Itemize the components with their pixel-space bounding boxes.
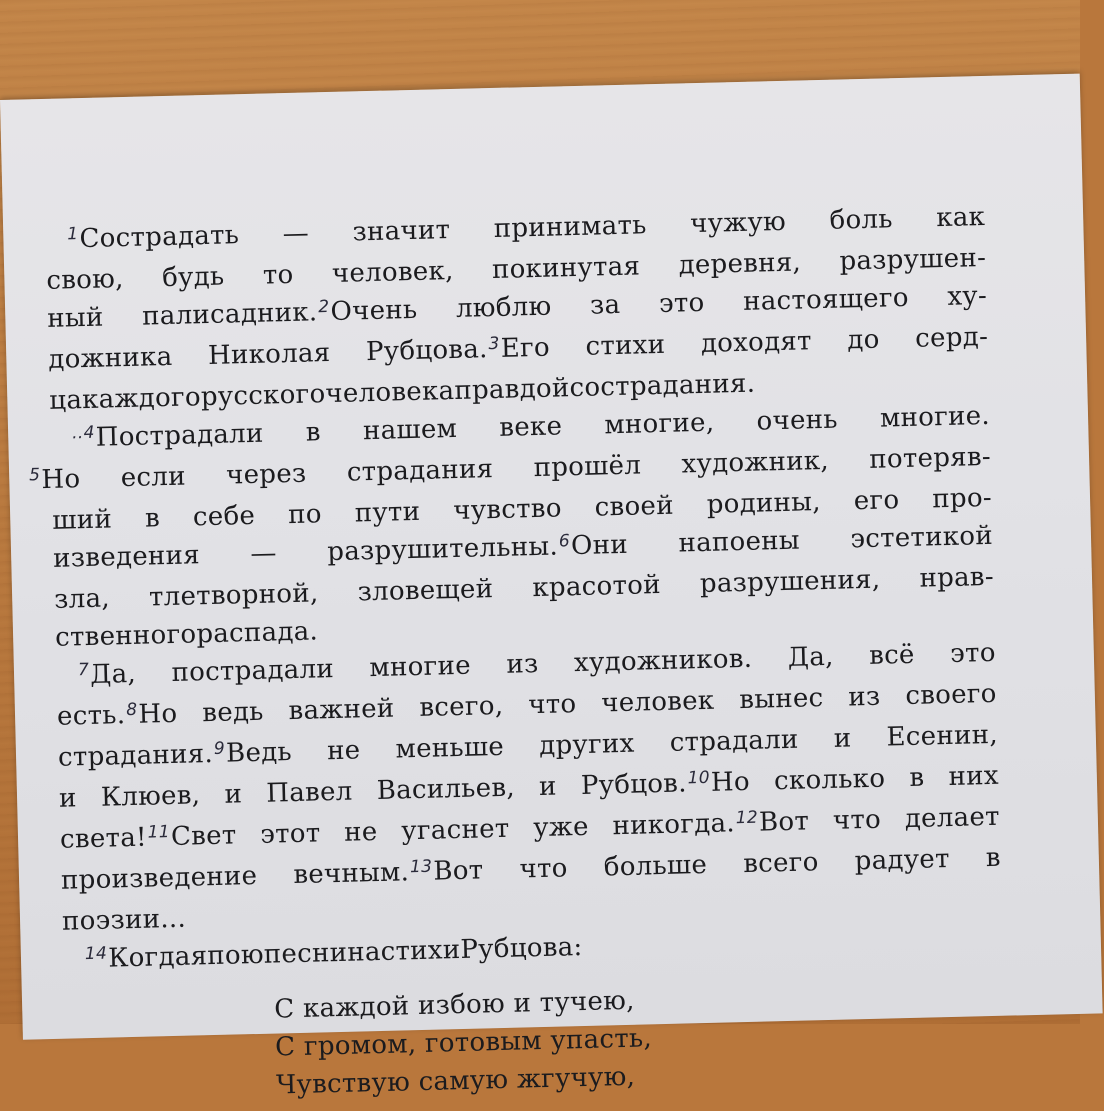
word-group (61, 857, 258, 903)
word-group (288, 495, 323, 534)
word-group (145, 499, 161, 537)
word: свою, (46, 264, 125, 296)
word-group (282, 214, 309, 256)
word-group (854, 840, 950, 883)
word-group (120, 458, 186, 501)
word-group (706, 483, 821, 524)
word: в (909, 762, 925, 793)
word-group (207, 936, 265, 978)
word-group (354, 493, 420, 533)
word-group (493, 206, 647, 251)
word: сострадания. (569, 368, 756, 404)
word-group (678, 243, 801, 284)
word-group (699, 561, 880, 603)
poem-line: С каждой избою и тучею, (273, 985, 636, 1025)
word: доходят (700, 326, 813, 359)
word-group (331, 252, 454, 293)
word-group (260, 814, 321, 856)
word: вынес (738, 683, 824, 716)
word: это (949, 637, 997, 669)
word: нашем (362, 413, 458, 447)
word-group (533, 808, 590, 850)
word: чувство (452, 493, 563, 527)
word: Николая (207, 338, 331, 371)
word: русского (200, 379, 326, 413)
word-group (60, 816, 237, 861)
word: веке (498, 411, 563, 443)
word-group (506, 645, 539, 687)
word: что (527, 689, 577, 721)
word-group (580, 763, 750, 808)
word: страдали (669, 724, 799, 758)
word: пострадали (171, 654, 335, 688)
word-group (774, 760, 886, 804)
word-group (869, 438, 992, 482)
word-group (82, 378, 202, 419)
word: человек, (331, 255, 454, 289)
word: что (519, 853, 569, 885)
word: тлетворной, (148, 578, 319, 613)
word-group (832, 801, 881, 843)
word-group (539, 768, 558, 809)
sentence-number-mark: 10 (687, 767, 711, 789)
word-group (52, 500, 113, 539)
word: уже (532, 811, 590, 844)
word: не (343, 816, 378, 848)
word: то (262, 259, 294, 291)
word: страдания. (57, 738, 214, 773)
word: Да, (787, 641, 835, 673)
word-group (919, 558, 994, 598)
word: за (589, 289, 621, 321)
word: многие (369, 650, 472, 684)
sentence-number-mark: 13 (409, 856, 433, 878)
word-group (84, 938, 192, 981)
word: в (144, 503, 161, 534)
word-group (519, 849, 568, 891)
sentence-number-mark: ..4 (71, 422, 95, 444)
word-group (196, 612, 319, 653)
word: зловещей (357, 574, 494, 608)
word-group (344, 813, 378, 855)
word-group (266, 773, 353, 816)
word-group (357, 570, 494, 611)
word-group (612, 802, 810, 848)
word: я (190, 941, 208, 972)
word: Рубцова. (365, 334, 489, 368)
word: стихи (585, 329, 666, 362)
word-group (67, 216, 240, 261)
word: больше (603, 849, 708, 883)
word-group (305, 413, 321, 454)
word: до (846, 324, 880, 356)
word: стихи (380, 935, 461, 967)
word: своей (594, 490, 675, 523)
word: Павел (265, 776, 353, 809)
word-group (594, 487, 674, 527)
paragraph (28, 397, 996, 657)
word: потеряв- (868, 441, 992, 475)
word-group (985, 839, 1001, 880)
word-group (262, 256, 294, 295)
word: правдой (454, 373, 570, 406)
word: значит (352, 215, 451, 248)
word: про- (931, 482, 993, 515)
word: пути (354, 496, 421, 529)
word-group (62, 900, 187, 941)
word: всё (868, 639, 916, 671)
word-group (533, 446, 641, 490)
word: чужую (689, 206, 787, 240)
word: прошёл (533, 450, 642, 484)
word: радует (854, 844, 951, 877)
word-group (325, 372, 455, 413)
word-group (950, 634, 996, 676)
word: Свет (170, 820, 237, 853)
word-group (46, 260, 124, 300)
word: делает (904, 801, 1001, 835)
word: принимать (493, 210, 648, 244)
word: в (305, 417, 322, 448)
word-group (590, 286, 621, 328)
word-group (659, 284, 705, 326)
paragraph (56, 634, 1003, 941)
word: себе (192, 500, 256, 533)
word-group (369, 647, 471, 690)
word-group (681, 442, 829, 487)
paragraph (45, 198, 990, 420)
word-group (347, 933, 381, 975)
word-group (376, 769, 515, 813)
sentence-number-mark: 11 (147, 822, 171, 843)
word-group (603, 846, 707, 890)
word: если (120, 461, 187, 494)
word: и (224, 779, 243, 810)
word: важней (288, 693, 395, 727)
poem-quote (64, 973, 1007, 1110)
word-group (839, 239, 987, 281)
word: на (346, 936, 382, 968)
word-group (100, 776, 200, 819)
word-group (886, 716, 998, 760)
word: ху- (947, 280, 988, 312)
sentence-number-mark: 3 (488, 333, 500, 355)
word-group (71, 415, 264, 460)
word-group (690, 203, 787, 246)
word: изведения (52, 540, 201, 574)
word-group (904, 798, 1000, 841)
word: и (833, 723, 852, 754)
word: других (538, 728, 635, 762)
word: Вот (758, 806, 810, 838)
word: люблю (455, 291, 552, 324)
word-group (936, 198, 986, 240)
word: сколько (773, 763, 886, 797)
word: них (948, 760, 1000, 793)
word: поэзии... (61, 903, 187, 937)
word-group (880, 397, 991, 441)
word: Они (570, 529, 629, 562)
word-group (224, 775, 243, 816)
word: ственного (54, 619, 197, 653)
word: ный (46, 302, 104, 334)
word-group (363, 410, 458, 453)
sentence-number-mark: 6 (558, 531, 571, 552)
word-group (142, 291, 418, 339)
word: каждого (81, 382, 202, 416)
sentence-number-mark: 7 (77, 659, 90, 681)
word-group (492, 247, 641, 289)
word: Рубцова: (460, 932, 583, 965)
sentence-number-mark: 9 (213, 738, 226, 759)
word-group (53, 536, 201, 581)
word: Да, (89, 658, 137, 690)
word-group (569, 365, 756, 408)
book-page (0, 74, 1103, 1101)
word-group (833, 719, 852, 760)
word-group (77, 655, 137, 697)
word: боль (829, 204, 894, 236)
word: многие, (604, 407, 715, 441)
word: художников. (573, 643, 753, 679)
word: страдания (346, 454, 494, 488)
word: разрушительны. (326, 531, 559, 568)
word: будь (161, 261, 225, 294)
sentence-number-mark: 5 (28, 465, 41, 486)
word: своего (905, 678, 998, 712)
word-group (539, 725, 635, 768)
word: всего (742, 847, 819, 880)
word-group (853, 481, 899, 520)
word: нрав- (919, 561, 995, 594)
word-group (532, 566, 661, 607)
word-group (460, 928, 583, 972)
word-group (905, 675, 997, 718)
word-group (193, 497, 256, 537)
word: разрушен- (839, 242, 987, 277)
word-group (454, 369, 570, 410)
word: в (985, 842, 1002, 874)
word-group (208, 334, 331, 378)
word-group (395, 728, 504, 772)
word: палисадник. (141, 297, 318, 332)
word: человека (325, 375, 455, 410)
word-group (49, 381, 83, 420)
word: Сострадать (79, 220, 240, 255)
word: этот (259, 818, 321, 850)
word-group (149, 574, 319, 616)
word: пою (206, 939, 265, 972)
word-group (528, 685, 577, 727)
word: это (658, 287, 705, 319)
word-group (263, 934, 347, 977)
word: ведь (201, 696, 265, 729)
word-group (585, 326, 666, 369)
sentence-number-mark: 2 (318, 297, 330, 318)
word-group (678, 522, 800, 566)
word-group (288, 690, 395, 734)
word-group (58, 733, 293, 780)
word: Рубцов. (580, 768, 688, 802)
word: как (935, 201, 986, 234)
word-group (850, 517, 994, 561)
word-group (947, 277, 988, 319)
word: деревня, (678, 247, 802, 281)
word-group (499, 407, 563, 450)
word-group (190, 937, 208, 978)
word: Клюев, (100, 780, 201, 813)
word-group (909, 759, 925, 800)
word-group (756, 401, 838, 444)
word-group (453, 489, 562, 530)
word: Очень (330, 294, 418, 327)
word-group (59, 779, 78, 820)
word: — (250, 538, 278, 570)
word-group (200, 375, 326, 416)
word-group (202, 693, 264, 735)
word-group (48, 338, 173, 382)
word-group (932, 479, 993, 518)
word: Ведь (225, 737, 293, 769)
poem-line: С громом, готовым упасть, (274, 1023, 653, 1063)
word: меньше (395, 731, 505, 765)
word: Вот (433, 855, 484, 887)
word-group (700, 322, 812, 366)
word: Пострадали (95, 418, 264, 453)
word-group (327, 731, 361, 773)
word-group (54, 579, 111, 618)
word-group (57, 695, 178, 739)
word-group (829, 200, 893, 243)
word-group (601, 682, 715, 726)
word-group (55, 615, 197, 656)
word: угаснет (400, 813, 510, 847)
word-group (604, 404, 715, 448)
word: никогда. (612, 808, 736, 842)
word-group (574, 640, 753, 685)
word: эстетикой (850, 520, 994, 555)
word: родины, (706, 487, 822, 520)
word: и (538, 771, 558, 803)
word: через (225, 458, 307, 491)
word: ший (51, 504, 113, 536)
word-group (456, 288, 552, 331)
word-group (743, 843, 819, 886)
word: Когда (107, 941, 192, 974)
word-group (848, 678, 881, 720)
word: Но (710, 766, 751, 798)
word: — (282, 218, 310, 250)
word: не (326, 735, 361, 767)
word-group (47, 299, 104, 341)
word: что (832, 804, 882, 836)
word: из (506, 649, 539, 680)
word: зла, (53, 583, 111, 615)
word: Но (41, 464, 81, 496)
sentence-number-mark: 14 (84, 943, 108, 965)
word: света! (59, 822, 148, 855)
word: человек (600, 685, 715, 719)
word: очень (756, 404, 839, 437)
page-text (28, 198, 1006, 1110)
word-group (352, 211, 451, 254)
word-group (948, 757, 999, 799)
word: ца (48, 385, 83, 416)
word-group (419, 687, 504, 730)
word-group (293, 851, 484, 897)
word-group (743, 279, 910, 324)
word: вечным. (293, 857, 410, 891)
word: красотой (532, 570, 662, 604)
word-group (739, 679, 824, 722)
word-group (226, 455, 307, 498)
word: всего, (419, 690, 504, 723)
word-group (787, 638, 834, 680)
word-group (366, 329, 551, 374)
word-group (915, 318, 989, 361)
word: произведение (60, 860, 258, 896)
word: настоящего (742, 282, 910, 317)
word: есть. (56, 700, 126, 732)
word-group (380, 931, 461, 974)
word: покинутая (491, 251, 641, 286)
word: напоены (678, 525, 801, 559)
word-group (869, 636, 915, 678)
word-group (669, 721, 799, 765)
sentence-number-mark: 1 (67, 224, 79, 245)
poem-line: Чувствую самую жгучую, (275, 1061, 636, 1101)
sentence-number-mark: 8 (125, 699, 138, 721)
word: из (847, 681, 881, 713)
word-group (401, 810, 510, 854)
word-group (847, 321, 880, 363)
word: песни (263, 937, 348, 970)
sentence-number-mark: 12 (735, 807, 759, 829)
word: по (287, 499, 323, 531)
word-group (171, 650, 334, 695)
word: и (58, 783, 78, 814)
word: разрушения, (699, 564, 881, 600)
word: Но (138, 698, 178, 730)
word-group (28, 460, 81, 502)
word: дожника (47, 341, 173, 375)
word: Есенин, (886, 719, 999, 753)
word: многие. (879, 400, 991, 434)
word-group (250, 534, 277, 576)
word: серд- (914, 321, 989, 354)
word: его (853, 485, 900, 517)
word: Васильев, (376, 772, 516, 806)
word-group (346, 450, 493, 495)
word-group (162, 258, 225, 298)
word: распада. (196, 616, 319, 650)
word: Его (500, 332, 551, 364)
word: художник, (681, 445, 830, 480)
